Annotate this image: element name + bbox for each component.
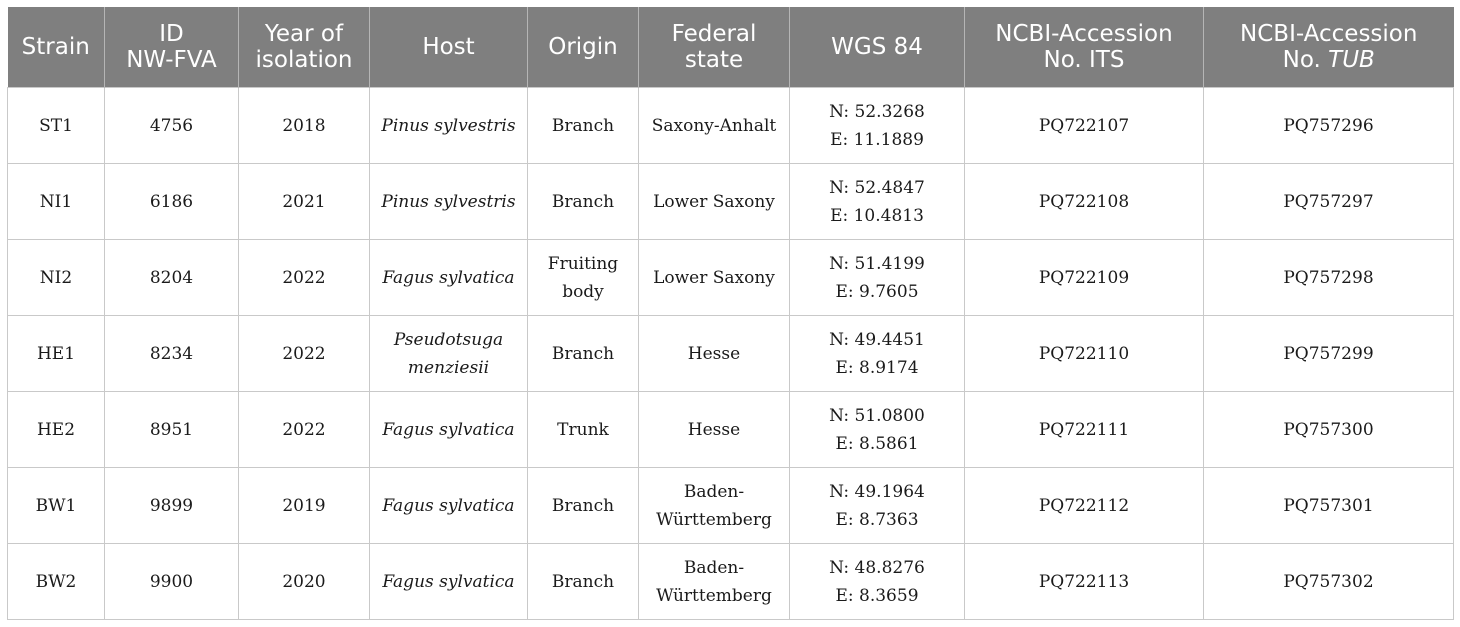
cell-tub: PQ757300 <box>1204 392 1454 468</box>
cell-state: Baden- Württemberg <box>639 468 790 544</box>
cell-host: Pinus sylvestris <box>370 164 528 240</box>
header-state: Federal state <box>639 7 790 88</box>
cell-year: 2022 <box>239 240 370 316</box>
cell-its: PQ722111 <box>965 392 1204 468</box>
table-row <box>8 392 1454 468</box>
cell-id: 9899 <box>105 468 239 544</box>
cell-its: PQ722108 <box>965 164 1204 240</box>
cell-origin: Branch <box>528 544 639 620</box>
cell-host: Fagus sylvatica <box>370 240 528 316</box>
table-row <box>8 164 1454 240</box>
cell-state: Saxony-Anhalt <box>639 88 790 164</box>
cell-wgs: N: 49.4451 E: 8.9174 <box>790 316 965 392</box>
cell-state: Hesse <box>639 316 790 392</box>
cell-origin: Trunk <box>528 392 639 468</box>
cell-year: 2018 <box>239 88 370 164</box>
cell-year: 2019 <box>239 468 370 544</box>
cell-tub: PQ757302 <box>1204 544 1454 620</box>
cell-wgs: N: 48.8276 E: 8.3659 <box>790 544 965 620</box>
header-origin: Origin <box>528 7 639 88</box>
header-id: ID NW-FVA <box>105 7 239 88</box>
table-row <box>8 544 1454 620</box>
header-host: Host <box>370 7 528 88</box>
cell-strain: ST1 <box>8 88 105 164</box>
cell-host: Fagus sylvatica <box>370 544 528 620</box>
table-body <box>8 88 1454 620</box>
cell-state: Lower Saxony <box>639 164 790 240</box>
cell-year: 2021 <box>239 164 370 240</box>
cell-id: 8234 <box>105 316 239 392</box>
cell-state: Baden- Württemberg <box>639 544 790 620</box>
cell-strain: BW1 <box>8 468 105 544</box>
table-container <box>7 7 1454 620</box>
table-row <box>8 88 1454 164</box>
header-wgs: WGS 84 <box>790 7 965 88</box>
cell-wgs: N: 51.4199 E: 9.7605 <box>790 240 965 316</box>
header-its: NCBI-Accession No. ITS <box>965 7 1204 88</box>
cell-state: Hesse <box>639 392 790 468</box>
cell-host: Pinus sylvestris <box>370 88 528 164</box>
header-year: Year of isolation <box>239 7 370 88</box>
cell-origin: Fruiting body <box>528 240 639 316</box>
cell-strain: HE2 <box>8 392 105 468</box>
cell-origin: Branch <box>528 88 639 164</box>
cell-id: 4756 <box>105 88 239 164</box>
cell-wgs: N: 49.1964 E: 8.7363 <box>790 468 965 544</box>
cell-wgs: N: 51.0800 E: 8.5861 <box>790 392 965 468</box>
cell-year: 2022 <box>239 392 370 468</box>
cell-id: 8951 <box>105 392 239 468</box>
cell-strain: NI2 <box>8 240 105 316</box>
cell-id: 8204 <box>105 240 239 316</box>
cell-tub: PQ757297 <box>1204 164 1454 240</box>
cell-its: PQ722112 <box>965 468 1204 544</box>
table-row <box>8 468 1454 544</box>
cell-tub: PQ757299 <box>1204 316 1454 392</box>
cell-origin: Branch <box>528 468 639 544</box>
cell-tub: PQ757296 <box>1204 88 1454 164</box>
cell-its: PQ722113 <box>965 544 1204 620</box>
cell-strain: HE1 <box>8 316 105 392</box>
table-row <box>8 316 1454 392</box>
cell-tub: PQ757301 <box>1204 468 1454 544</box>
cell-tub: PQ757298 <box>1204 240 1454 316</box>
cell-year: 2022 <box>239 316 370 392</box>
cell-strain: BW2 <box>8 544 105 620</box>
cell-id: 6186 <box>105 164 239 240</box>
cell-origin: Branch <box>528 164 639 240</box>
cell-state: Lower Saxony <box>639 240 790 316</box>
cell-wgs: N: 52.3268 E: 11.1889 <box>790 88 965 164</box>
cell-its: PQ722107 <box>965 88 1204 164</box>
header-tub: NCBI-Accession No. TUB <box>1204 7 1454 88</box>
cell-host: Fagus sylvatica <box>370 468 528 544</box>
header-strain: Strain <box>8 7 105 88</box>
table-row <box>8 240 1454 316</box>
cell-year: 2020 <box>239 544 370 620</box>
header-row <box>8 7 1454 88</box>
cell-id: 9900 <box>105 544 239 620</box>
cell-its: PQ722109 <box>965 240 1204 316</box>
cell-host: Fagus sylvatica <box>370 392 528 468</box>
cell-origin: Branch <box>528 316 639 392</box>
cell-wgs: N: 52.4847 E: 10.4813 <box>790 164 965 240</box>
cell-strain: NI1 <box>8 164 105 240</box>
cell-host: Pseudotsuga menziesii <box>370 316 528 392</box>
strain-table <box>7 7 1454 620</box>
cell-its: PQ722110 <box>965 316 1204 392</box>
